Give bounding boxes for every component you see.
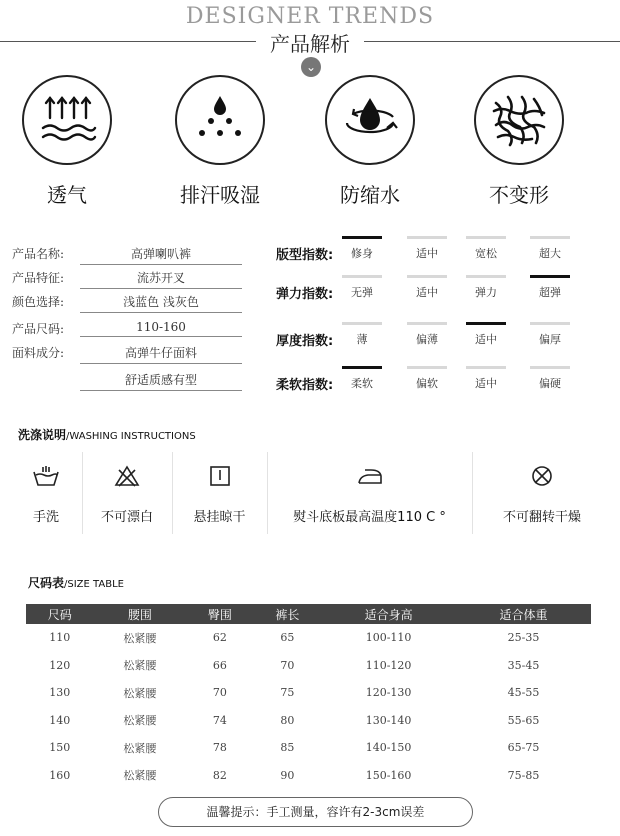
spec-value: 高弹牛仔面料 bbox=[80, 344, 242, 364]
spec-label: 产品名称: bbox=[12, 247, 65, 261]
index-option bbox=[342, 275, 382, 300]
table-cell: 55-65 bbox=[507, 713, 540, 727]
spec-value: 高弹喇叭裤 bbox=[80, 245, 242, 265]
breathable-icon bbox=[22, 75, 112, 165]
index-option bbox=[466, 322, 506, 347]
size-table bbox=[26, 604, 591, 789]
feature-no-deform bbox=[474, 75, 564, 208]
section-title bbox=[0, 28, 620, 57]
index-option bbox=[342, 322, 382, 347]
index-option-label: 柔软 bbox=[351, 377, 373, 390]
washing-instructions bbox=[10, 452, 612, 534]
spec-value: 110-160 bbox=[80, 320, 242, 337]
index-option-label: 无弹 bbox=[351, 286, 373, 299]
index-option-label: 宽松 bbox=[475, 247, 497, 260]
wash-item-no-bleach bbox=[82, 452, 172, 534]
table-cell: 130 bbox=[49, 686, 71, 700]
table-row bbox=[26, 624, 591, 652]
index-option-label: 偏薄 bbox=[416, 333, 438, 346]
table-cell: 82 bbox=[212, 768, 227, 782]
wash-item-label: 不可漂白 bbox=[100, 510, 153, 525]
index-option bbox=[407, 366, 447, 391]
table-row bbox=[26, 734, 591, 762]
table-cell: 66 bbox=[212, 658, 227, 672]
table-cell: 松紧腰 bbox=[123, 631, 157, 645]
index-option-label: 偏厚 bbox=[539, 333, 561, 346]
washing-title-en: /WASHING INSTRUCTIONS bbox=[66, 431, 196, 442]
table-cell: 160 bbox=[49, 768, 71, 782]
wash-item-label: 不可翻转干燥 bbox=[502, 510, 581, 525]
index-option bbox=[530, 236, 570, 261]
spec-value: 流苏开叉 bbox=[80, 269, 242, 289]
table-cell: 85 bbox=[280, 741, 295, 755]
size-table-title bbox=[28, 574, 124, 591]
index-option bbox=[466, 236, 506, 261]
index-option bbox=[466, 275, 506, 300]
index-option bbox=[407, 275, 447, 300]
wash-item-iron bbox=[267, 452, 472, 534]
index-option-label: 薄 bbox=[356, 333, 368, 346]
table-cell: 35-45 bbox=[507, 658, 540, 672]
table-cell: 150-160 bbox=[365, 768, 412, 782]
table-cell: 松紧腰 bbox=[123, 769, 157, 783]
spec-label: 产品尺码: bbox=[12, 322, 65, 336]
chevron-down-icon: ⌄ bbox=[301, 57, 321, 77]
index-option bbox=[342, 366, 382, 391]
no-deform-icon bbox=[474, 75, 564, 165]
moisture-wicking-icon bbox=[175, 75, 265, 165]
table-cell: 130-140 bbox=[365, 713, 412, 727]
hand-wash-icon bbox=[10, 456, 82, 496]
index-option-label: 适中 bbox=[416, 286, 438, 299]
table-cell: 25-35 bbox=[507, 631, 540, 645]
wash-item-hand-wash bbox=[10, 452, 82, 534]
table-row bbox=[26, 707, 591, 735]
index-option-label: 适中 bbox=[475, 377, 497, 390]
table-cell: 120 bbox=[49, 658, 71, 672]
table-cell: 140-150 bbox=[365, 741, 412, 755]
index-option bbox=[407, 322, 447, 347]
spec-value: 舒适质感有型 bbox=[80, 371, 242, 391]
index-name: 厚度指数: bbox=[276, 334, 334, 349]
feature-moisture-wicking bbox=[175, 75, 265, 208]
feature-label: 排汗吸湿 bbox=[180, 183, 260, 207]
table-cell: 75-85 bbox=[507, 768, 540, 782]
table-cell: 90 bbox=[280, 768, 295, 782]
spec-label: 颜色选择: bbox=[12, 295, 65, 309]
table-cell: 45-55 bbox=[507, 686, 540, 700]
table-cell: 松紧腰 bbox=[123, 686, 157, 700]
column-header: 尺码 bbox=[26, 604, 93, 624]
hang-dry-icon bbox=[172, 456, 267, 496]
index-name: 柔软指数: bbox=[276, 378, 334, 393]
table-cell: 120-130 bbox=[365, 686, 412, 700]
column-header: 臀围 bbox=[186, 604, 253, 624]
feature-label: 防缩水 bbox=[340, 183, 400, 207]
table-cell: 松紧腰 bbox=[123, 659, 157, 673]
no-bleach-icon bbox=[82, 456, 172, 496]
table-cell: 110-120 bbox=[365, 658, 412, 672]
measurement-tip: 温馨提示：手工测量，容许有2-3cm误差 bbox=[158, 797, 473, 827]
index-option-label: 弹力 bbox=[475, 286, 497, 299]
wash-item-label: 熨斗底板最高温度110 C ° bbox=[293, 510, 446, 525]
table-cell: 150 bbox=[49, 741, 71, 755]
table-cell: 110 bbox=[49, 631, 71, 645]
index-option bbox=[466, 366, 506, 391]
wash-item-hang-dry bbox=[172, 452, 267, 534]
index-option bbox=[530, 366, 570, 391]
table-cell: 65-75 bbox=[507, 741, 540, 755]
index-option-label: 偏软 bbox=[416, 377, 438, 390]
index-option bbox=[342, 236, 382, 261]
index-option-label: 超大 bbox=[539, 247, 561, 260]
index-option-label: 适中 bbox=[475, 333, 497, 346]
size-table-title-zh: 尺码表 bbox=[28, 576, 65, 590]
section-title-text: 产品解析 bbox=[262, 32, 358, 56]
table-row bbox=[26, 652, 591, 680]
washing-title-zh: 洗涤说明 bbox=[18, 428, 67, 442]
table-cell: 70 bbox=[280, 658, 295, 672]
table-cell: 62 bbox=[212, 631, 227, 645]
column-header: 适合身高 bbox=[321, 604, 456, 624]
index-option-label: 适中 bbox=[416, 247, 438, 260]
feature-label: 透气 bbox=[47, 183, 87, 207]
feature-anti-shrink bbox=[325, 75, 415, 208]
index-option-label: 超弹 bbox=[539, 286, 561, 299]
column-header: 适合体重 bbox=[456, 604, 591, 624]
index-option bbox=[407, 236, 447, 261]
table-cell: 65 bbox=[280, 631, 295, 645]
size-table-title-en: /SIZE TABLE bbox=[64, 579, 124, 590]
wash-item-no-tumble-dry bbox=[472, 452, 612, 534]
table-cell: 松紧腰 bbox=[123, 714, 157, 728]
index-name: 弹力指数: bbox=[276, 287, 334, 302]
table-row bbox=[26, 679, 591, 707]
feature-label: 不变形 bbox=[489, 183, 549, 207]
wash-item-label: 手洗 bbox=[32, 510, 59, 525]
table-cell: 松紧腰 bbox=[123, 741, 157, 755]
index-option-label: 偏硬 bbox=[539, 377, 561, 390]
index-option bbox=[530, 275, 570, 300]
table-cell: 74 bbox=[212, 713, 227, 727]
brand-title: DESIGNER TRENDS bbox=[185, 4, 435, 29]
column-header: 裤长 bbox=[254, 604, 321, 624]
spec-label: 面料成分: bbox=[12, 346, 65, 360]
table-cell: 100-110 bbox=[365, 631, 412, 645]
index-option-label: 修身 bbox=[351, 247, 373, 260]
index-option bbox=[530, 322, 570, 347]
table-cell: 140 bbox=[49, 713, 71, 727]
table-cell: 78 bbox=[212, 741, 227, 755]
table-cell: 70 bbox=[212, 686, 227, 700]
spec-label: 产品特征: bbox=[12, 271, 65, 285]
feature-breathable bbox=[22, 75, 112, 208]
no-tumble-dry-icon bbox=[472, 456, 612, 496]
column-header: 腰围 bbox=[93, 604, 186, 624]
iron-icon bbox=[267, 456, 472, 496]
table-row bbox=[26, 762, 591, 790]
wash-item-label: 悬挂晾干 bbox=[193, 510, 246, 525]
anti-shrink-icon bbox=[325, 75, 415, 165]
spec-value: 浅蓝色 浅灰色 bbox=[80, 293, 242, 313]
washing-title bbox=[18, 426, 196, 443]
table-cell: 75 bbox=[280, 686, 295, 700]
index-name: 版型指数: bbox=[276, 248, 334, 263]
table-cell: 80 bbox=[280, 713, 295, 727]
size-table-header bbox=[26, 604, 591, 624]
